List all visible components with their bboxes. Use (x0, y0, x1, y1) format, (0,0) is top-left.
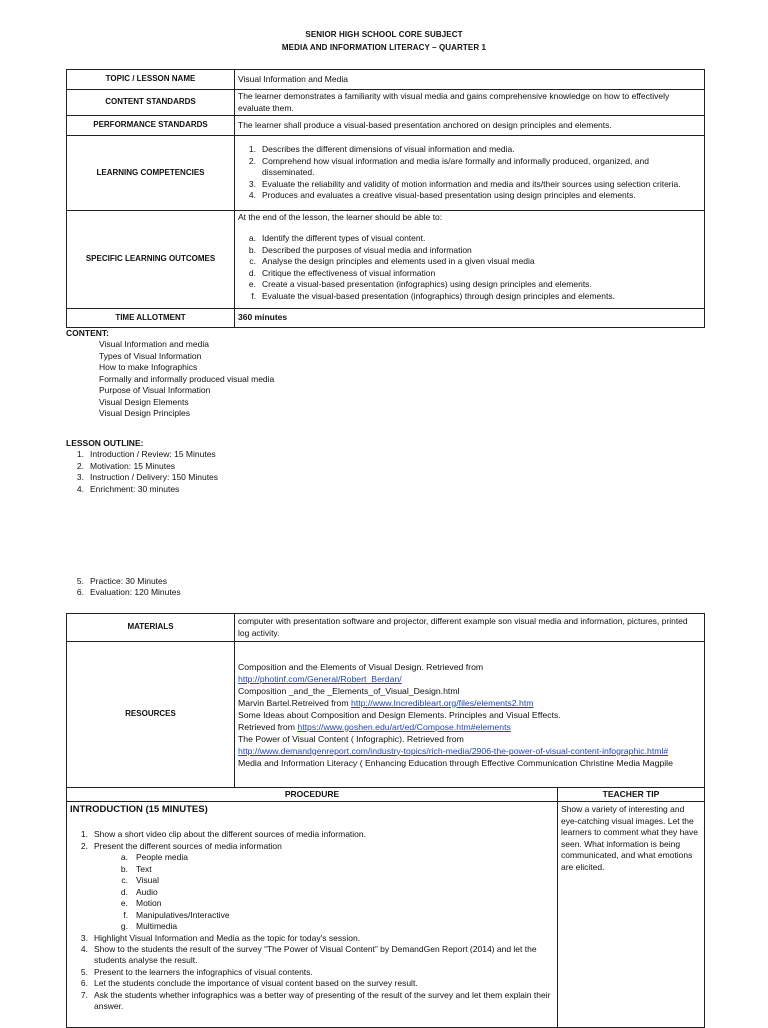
learning-competencies-label: LEARNING COMPETENCIES (67, 136, 235, 211)
list-item: f. Evaluate the visual-based presentation (infographics) through design principles and elements. (251, 290, 615, 301)
list-item: d. Audio (120, 886, 158, 897)
resources-list (235, 642, 705, 788)
list-item: 1. Describes the different dimensions of visual information and media. (248, 144, 515, 155)
list-item: a. Identify the different types of visual content. (248, 233, 426, 244)
teacher-tip-content (558, 802, 705, 1028)
resource-link[interactable]: http://www.demandgenreport.com/industry-topics/rich-media/2906-the-power-of-visual-content-infographic.html# (238, 745, 669, 756)
list-item: Formally and informally produced visual media (99, 373, 275, 384)
resource-text: Media and Information Literacy ( Enhancing Education through Effective Communication Christine Media Magpile (238, 757, 673, 768)
specific-outcomes-row (67, 211, 705, 309)
resource-text: The Power of Visual Content ( Infographic). Retrieved from (238, 733, 464, 744)
topic-value: Visual Information and Media (235, 70, 705, 90)
list-item: b. Described the purposes of visual media and information (248, 244, 472, 255)
learning-competencies-row (67, 136, 705, 211)
list-item: e. Create a visual-based presentation (infographics) using design principles and elements. (248, 279, 592, 290)
topic-label: TOPIC / LESSON NAME (67, 70, 235, 90)
content-standards-value: The learner demonstrates a familiarity with visual media and gains comprehensive knowledge on how to effectively evaluate them. (235, 90, 705, 116)
lesson-info-table (66, 69, 705, 328)
list-item: Types of Visual Information (99, 350, 202, 361)
time-allotment-value: 360 minutes (235, 309, 705, 328)
resource-text: Some Ideas about Composition and Design Elements. Principles and Visual Effects. (238, 709, 561, 720)
materials-value: computer with presentation software and projector, different example son visual media and information, pictures, printed log activity. (235, 614, 705, 642)
materials-procedure-table (66, 613, 705, 1028)
teacher-tip-text: Show a variety of interesting and eye-catching visual images. Let the learners to comment what they have seen. What information is being communicated, and what emotions are elicited. (561, 804, 699, 872)
materials-row (67, 614, 705, 642)
specific-outcomes-list (235, 211, 705, 309)
time-allotment-row (67, 309, 705, 328)
procedure-content (67, 802, 558, 1028)
list-item: b. Text (120, 863, 152, 874)
resource-link[interactable]: http://www.Incredibleart.org/files/elements2.htm (350, 697, 534, 708)
list-item: 4. Produces and evaluates a creative visual-based presentation using design principles and elements. (248, 190, 636, 201)
list-item: f. Manipulatives/Interactive (123, 909, 230, 920)
list-item: 2. Comprehend how visual information and media is/are formally and informally produced, organized, and disseminated. (248, 155, 649, 178)
list-item: Visual Design Principles (99, 408, 191, 419)
learning-competencies-list (235, 136, 705, 211)
list-item: c. Visual (121, 875, 159, 886)
content-standards-row (67, 90, 705, 116)
specific-outcomes-label: SPECIFIC LEARNING OUTCOMES (67, 211, 235, 309)
performance-standards-label: PERFORMANCE STANDARDS (67, 116, 235, 136)
subject-header: SENIOR HIGH SCHOOL CORE SUBJECT (305, 30, 463, 39)
time-allotment-label: TIME ALLOTMENT (67, 309, 235, 328)
list-item: 6. Evaluation: 120 Minutes (76, 587, 181, 598)
list-item: 1. Introduction / Review: 15 Minutes (76, 449, 216, 460)
list-item: 6. Let the students conclude the importance of visual content based on the survey result. (80, 978, 418, 989)
list-item: 5. Practice: 30 Minutes (76, 576, 168, 586)
topic-row (67, 70, 705, 90)
resource-text: Composition _and_the _Elements_of_Visual_Design.html (238, 685, 460, 696)
procedure-header-row (67, 788, 705, 802)
quarter-header: MEDIA AND INFORMATION LITERACY – QUARTER 1 (281, 43, 487, 52)
list-item: 2. Present the different sources of media information (80, 840, 282, 851)
list-item: a. People media (120, 852, 188, 863)
list-item: c. Analyse the design principles and elements used in a given visual media (249, 256, 535, 267)
procedure-row (67, 802, 705, 1028)
procedure-heading: PROCEDURE (67, 788, 558, 802)
content-section (66, 328, 274, 420)
performance-standards-value: The learner shall produce a visual-based presentation anchored on design principles and elements. (235, 116, 705, 136)
list-item: Visual Design Elements (99, 396, 189, 407)
teacher-tip-heading: TEACHER TIP (558, 788, 705, 802)
list-item: 7. Ask the students whether infographics was a better way of presenting of the result of the survey and let them explain their answer. (80, 989, 551, 1012)
list-item: g. Multimedia (120, 921, 178, 932)
performance-standards-row (67, 116, 705, 136)
resource-text: Retrieved from (238, 721, 298, 732)
materials-label: MATERIALS (67, 614, 235, 642)
introduction-heading: INTRODUCTION (15 MINUTES) (70, 804, 208, 816)
list-item: 3. Instruction / Delivery: 150 Minutes (76, 472, 219, 483)
list-item: 4. Show to the students the result of the survey “The Power of Visual Content” by DemandGen Report (2014) and let the students analyse the result. (80, 943, 537, 966)
lesson-outline-section (66, 438, 218, 495)
list-item: How to make Infographics (99, 362, 198, 373)
resource-link[interactable]: http://photinf.com/General/Robert_Berdan/ (238, 673, 402, 684)
resource-text: Composition and the Elements of Visual Design. Retrieved from (238, 661, 484, 672)
list-item: 3. Evaluate the reliability and validity of motion information and media and its/their sources using selection criteria. (248, 178, 681, 189)
list-item: 1. Show a short video clip about the different sources of media information. (80, 829, 366, 840)
list-item: d. Critique the effectiveness of visual information (248, 267, 436, 278)
content-standards-label: CONTENT STANDARDS (67, 90, 235, 116)
list-item: Purpose of Visual Information (99, 385, 211, 396)
list-item: e. Motion (120, 898, 162, 909)
resources-label: RESOURCES (67, 642, 235, 788)
list-item: Visual Information and media (99, 339, 209, 350)
lesson-outline-title: LESSON OUTLINE: (66, 438, 144, 448)
list-item: 5. Present to the learners the infographics of visual contents. (80, 966, 313, 977)
resource-link[interactable]: https://www.goshen.edu/art/ed/Compose.htm#elements (297, 721, 511, 732)
list-item: 2. Motivation: 15 Minutes (76, 460, 176, 471)
resources-row (67, 642, 705, 788)
lesson-outline-continued (66, 576, 181, 599)
list-item: 3. Highlight Visual Information and Media as the topic for today's session. (80, 932, 361, 943)
outcomes-intro: At the end of the lesson, the learner should be able to: (238, 212, 443, 222)
resource-text: Marvin Bartel.Retreived from (238, 697, 351, 708)
list-item: 4. Enrichment: 30 minutes (76, 483, 180, 494)
content-title: CONTENT: (66, 328, 109, 338)
